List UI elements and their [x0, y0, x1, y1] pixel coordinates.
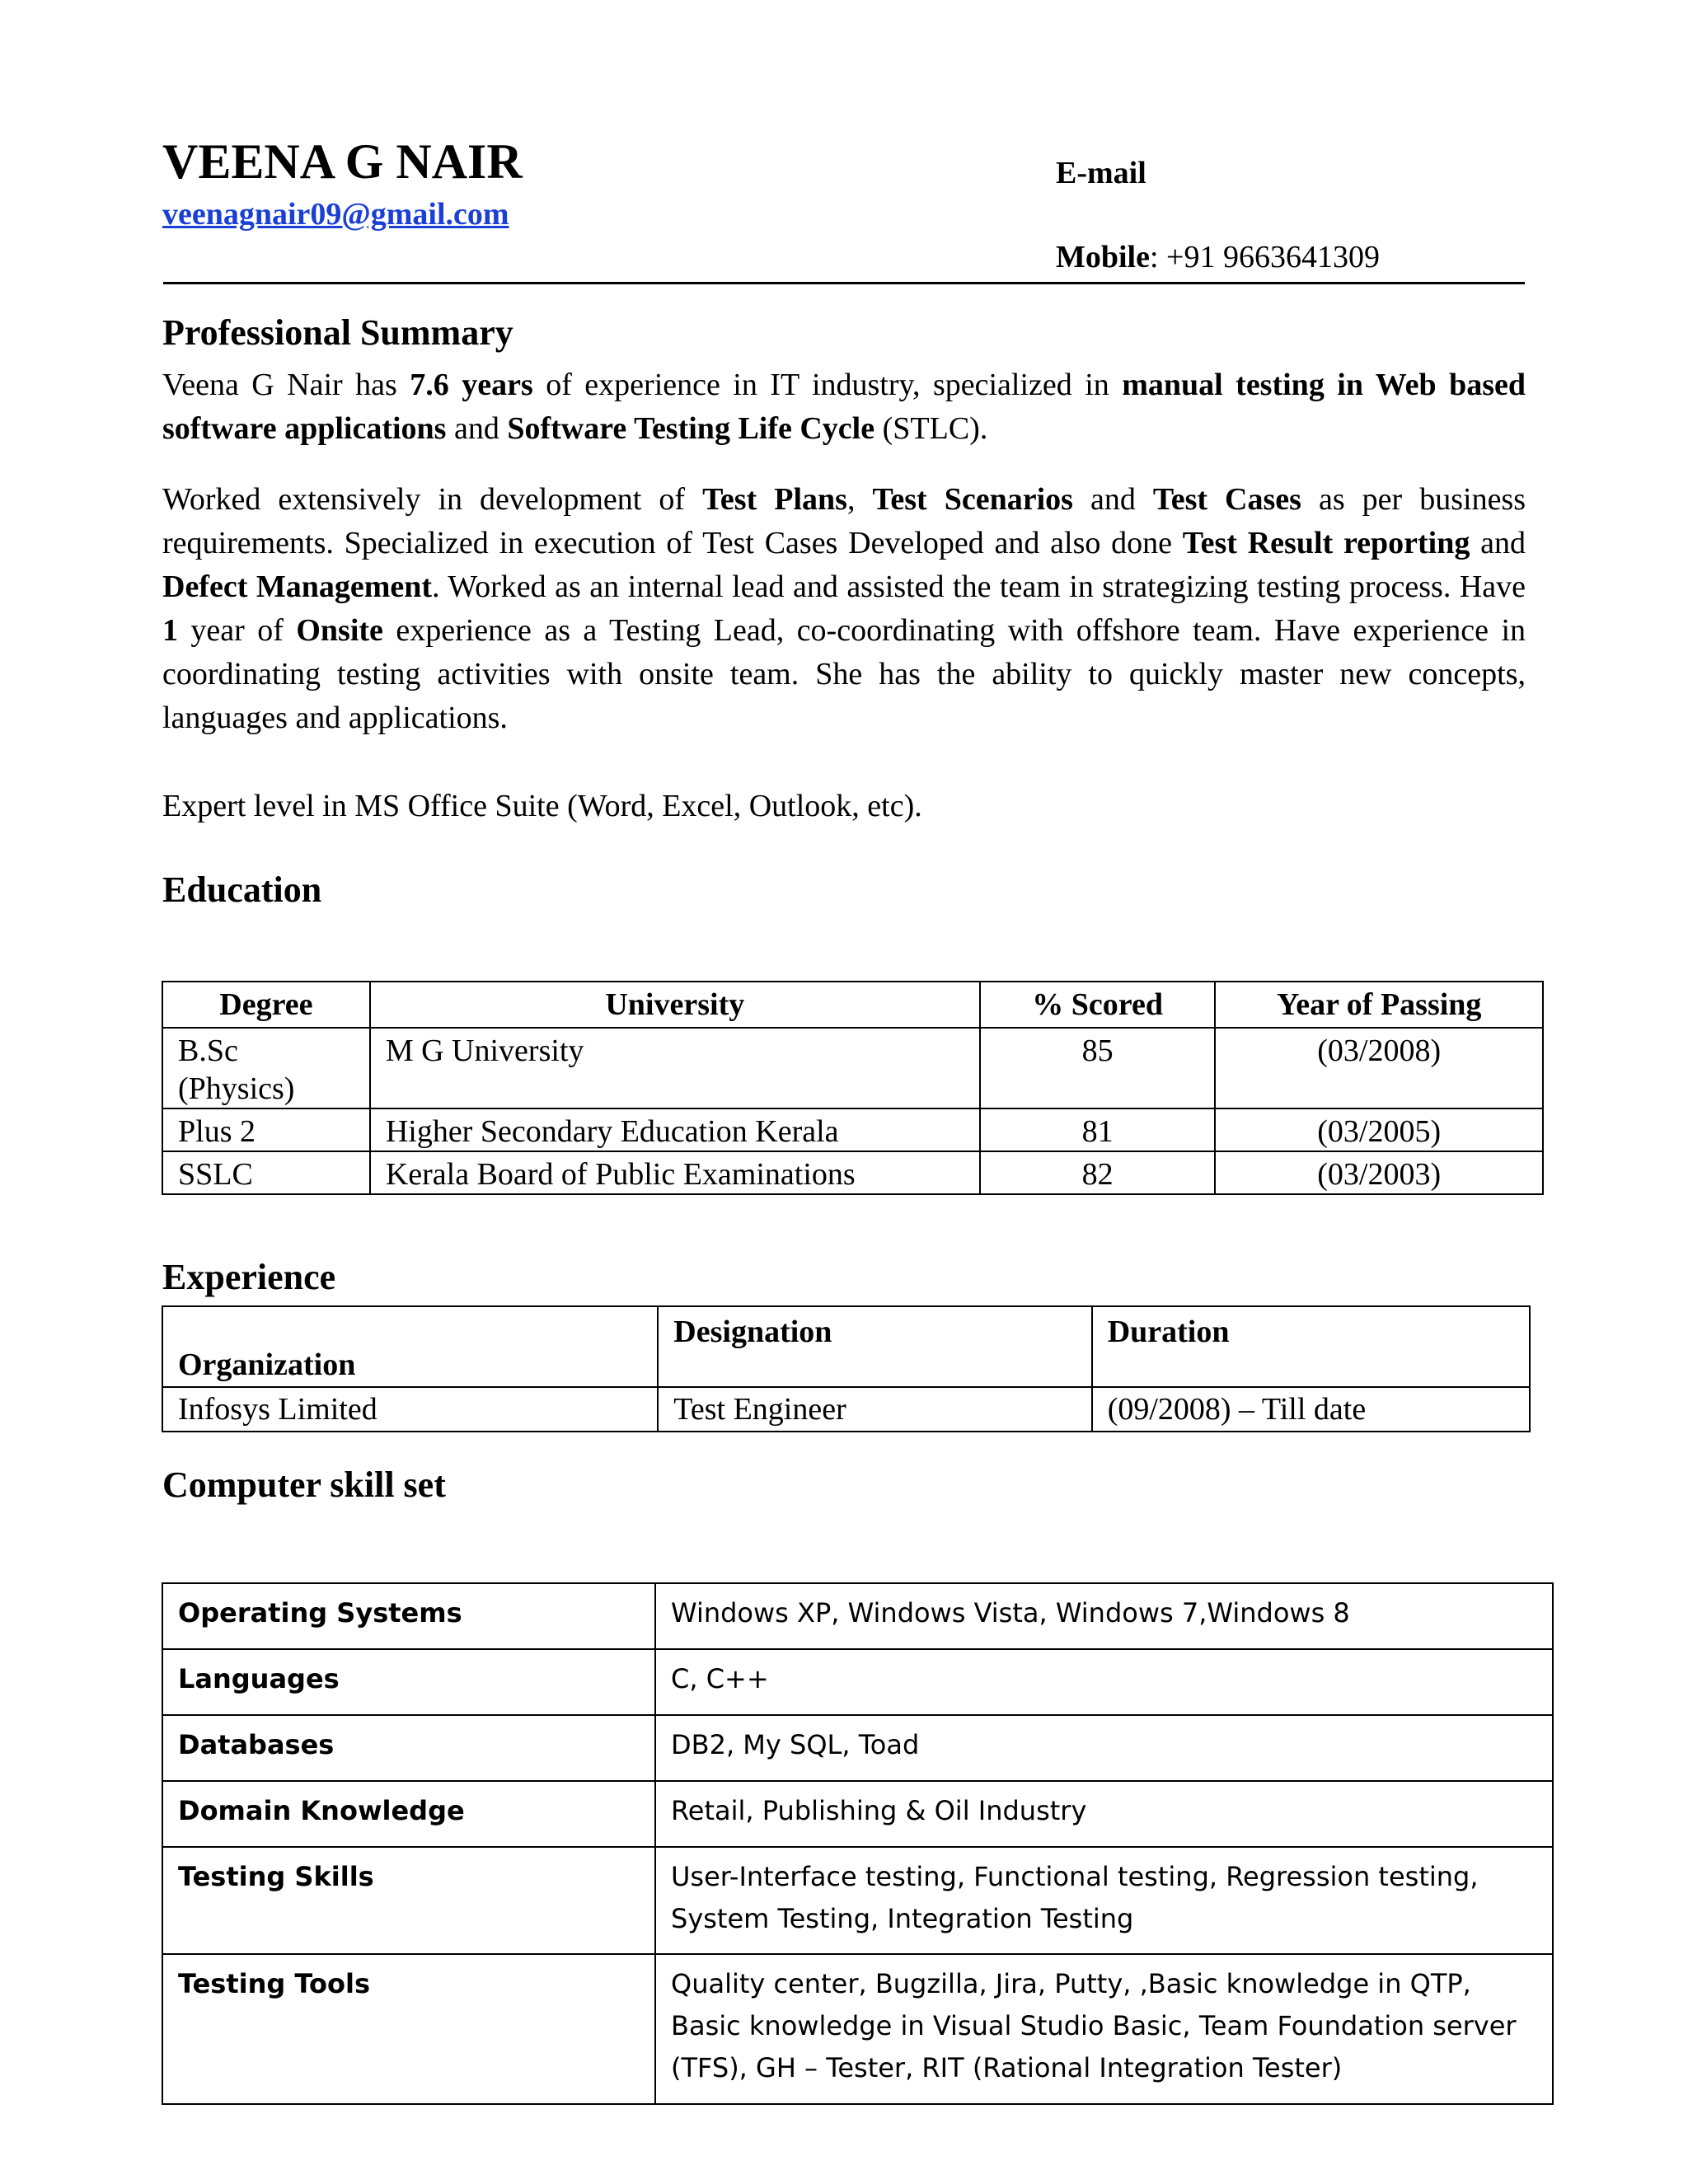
summary-text-run: Test Result reporting — [1182, 526, 1470, 560]
summary-text-run: as per business requirements. Specialized in execution of Test Cases Developed and also done — [162, 482, 1526, 560]
skill-row — [162, 1583, 1553, 1649]
summary-text-run: Test Plans — [702, 482, 847, 517]
experience-cell: Infosys Limited — [162, 1387, 658, 1432]
summary-text-run: Test Cases — [1152, 482, 1301, 517]
education-cell: 81 — [980, 1108, 1216, 1151]
summary-text-run: , — [846, 482, 873, 517]
education-column-header: University — [370, 982, 980, 1028]
skills-table — [162, 1582, 1554, 2105]
summary-text-run: Veena G Nair has — [162, 368, 410, 402]
education-cell: M G University — [370, 1028, 980, 1108]
education-cell: B.Sc (Physics) — [162, 1028, 370, 1108]
skill-category: Databases — [162, 1715, 655, 1781]
skill-values: User-Interface testing, Functional testing, Regression testing, System Testing, Integration Testing — [655, 1847, 1553, 1954]
summary-text-run: 7.6 years — [410, 368, 533, 402]
education-column-header: % Scored — [980, 982, 1216, 1028]
email-label: E-mail — [1056, 156, 1146, 190]
mobile-number — [1056, 239, 1380, 275]
education-table — [162, 981, 1544, 1195]
skill-category: Languages — [162, 1649, 655, 1715]
education-column-header: Degree — [162, 982, 370, 1028]
experience-cell: Test Engineer — [658, 1387, 1091, 1432]
summary-text-run: and — [446, 411, 508, 446]
skill-values: Retail, Publishing & Oil Industry — [655, 1781, 1553, 1847]
mobile-value: : +91 9663641309 — [1149, 240, 1380, 274]
skill-row — [162, 1954, 1553, 2104]
summary-text-run: and — [1470, 526, 1526, 560]
education-row — [162, 1151, 1543, 1194]
candidate-name: VEENA G NAIR — [162, 134, 523, 189]
skill-category: Testing Skills — [162, 1847, 655, 1954]
summary-text-run: Test Scenarios — [872, 482, 1073, 517]
education-cell: 82 — [980, 1151, 1216, 1194]
education-cell: Kerala Board of Public Examinations — [370, 1151, 980, 1194]
summary-text-run: and — [1072, 482, 1153, 517]
experience-column-header: Organization — [162, 1306, 658, 1387]
email-link[interactable]: veenagnair09@gmail.com — [162, 197, 509, 232]
summary-text-run: Onsite — [296, 613, 383, 648]
skill-values: C, C++ — [655, 1649, 1553, 1715]
summary-text-run: . Worked as an internal lead and assisted the team in strategizing testing process. Have — [432, 569, 1526, 604]
skill-category: Domain Knowledge — [162, 1781, 655, 1847]
skill-values: DB2, My SQL, Toad — [655, 1715, 1553, 1781]
summary-text-run: Defect Management — [162, 569, 433, 604]
experience-column-header: Duration — [1092, 1306, 1530, 1387]
summary-text-run: Software Testing Life Cycle — [507, 411, 875, 446]
summary-text-run: manual testing in Web based software applications — [162, 368, 1526, 446]
education-cell: Higher Secondary Education Kerala — [370, 1108, 980, 1151]
experience-heading: Experience — [162, 1257, 336, 1297]
experience-table — [162, 1305, 1531, 1432]
skill-row — [162, 1781, 1553, 1847]
education-cell: (03/2008) — [1215, 1028, 1543, 1108]
summary-text-run: of experience in IT industry, specialized in — [532, 368, 1123, 402]
experience-cell: (09/2008) – Till date — [1092, 1387, 1530, 1432]
education-cell: (03/2003) — [1215, 1151, 1543, 1194]
education-column-header: Year of Passing — [1215, 982, 1543, 1028]
education-cell: 85 — [980, 1028, 1216, 1108]
education-cell: Plus 2 — [162, 1108, 370, 1151]
experience-row — [162, 1387, 1530, 1432]
summary-paragraph-2 — [162, 478, 1526, 740]
summary-paragraph-1 — [162, 363, 1526, 451]
education-cell: SSLC — [162, 1151, 370, 1194]
mobile-label: Mobile — [1056, 240, 1150, 274]
summary-text-run: experience as a Testing Lead, co-coordinating with offshore team. Have experience in coordinating testing activities with onsite team. She has the ability to quickly master new concepts, languages and applications. — [162, 613, 1526, 735]
skill-category: Testing Tools — [162, 1954, 655, 2104]
summary-paragraph-3: Expert level in MS Office Suite (Word, Excel, Outlook, etc). — [162, 789, 922, 823]
skill-values: Windows XP, Windows Vista, Windows 7,Windows 8 — [655, 1583, 1553, 1649]
summary-text-run: year of — [178, 613, 297, 648]
education-row — [162, 1108, 1543, 1151]
skill-values: Quality center, Bugzilla, Jira, Putty, ,Basic knowledge in QTP, Basic knowledge in Visual Studio Basic, Team Foundation server (TFS), GH – Tester, RIT (Rational Integration Tester) — [655, 1954, 1553, 2104]
skill-row — [162, 1847, 1553, 1954]
summary-text-run: 1 — [162, 613, 178, 648]
summary-heading: Professional Summary — [162, 312, 513, 353]
education-cell: (03/2005) — [1215, 1108, 1543, 1151]
experience-column-header: Designation — [658, 1306, 1091, 1387]
skill-row — [162, 1649, 1553, 1715]
summary-text-run: Worked extensively in development of — [162, 482, 703, 517]
education-heading: Education — [162, 869, 322, 910]
education-row — [162, 1028, 1543, 1108]
skill-row — [162, 1715, 1553, 1781]
skills-heading: Computer skill set — [162, 1465, 446, 1505]
summary-text-run: (STLC). — [874, 411, 988, 446]
skill-category: Operating Systems — [162, 1583, 655, 1649]
header-divider — [163, 282, 1525, 284]
